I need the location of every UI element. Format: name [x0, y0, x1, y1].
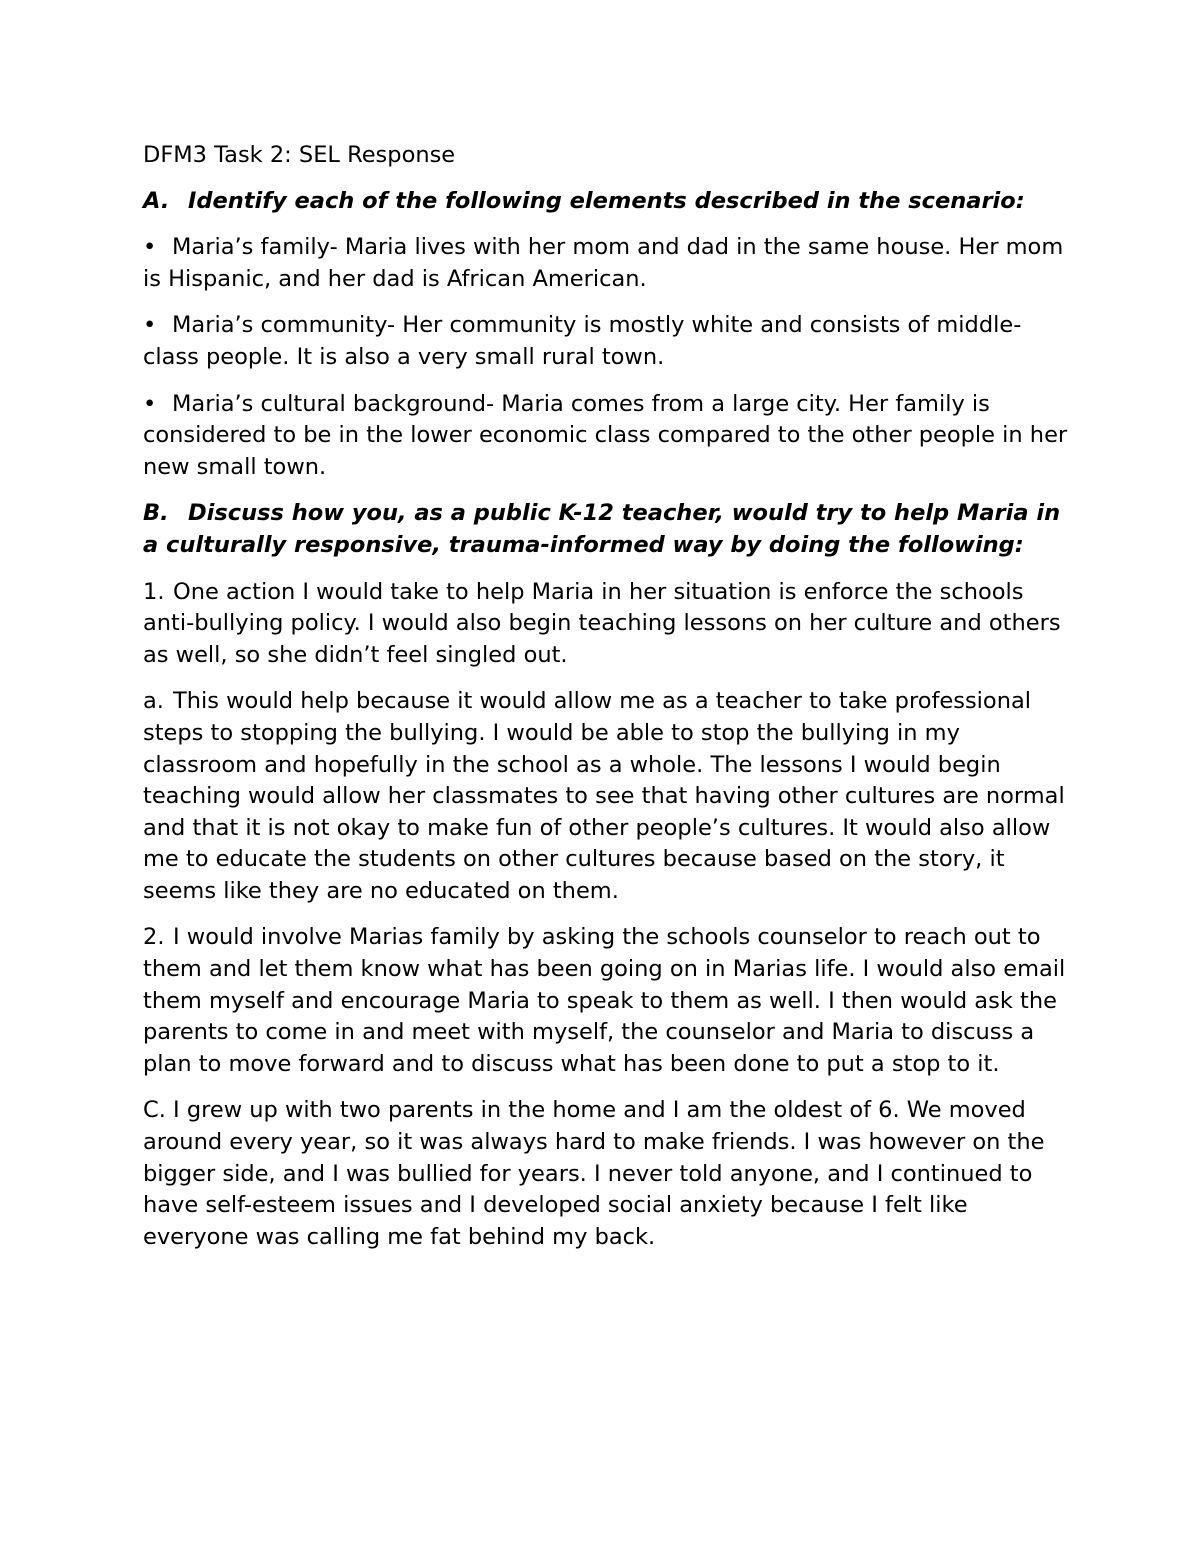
- section-b-item-1: [143, 577, 1073, 672]
- item-1-label: 1.: [143, 578, 165, 605]
- section-c-paragraph: [143, 1095, 1073, 1253]
- section-a-heading-text: Identify each of the following elements described in the scenario:: [188, 187, 1025, 214]
- section-b-item-2: [143, 922, 1073, 1080]
- item-2-label: 2.: [143, 924, 165, 951]
- section-c-text: I grew up with two parents in the home and I am the oldest of 6. We moved around every year, so it was always hard to make friends. I was however on the bigger side, and I was bullied for years. I never told anyone, and I continued to have self-esteem issues and I developed social anxiety because I felt like everyone was calling me fat behind my back.: [143, 1097, 1052, 1250]
- section-a-heading: [143, 186, 1073, 218]
- section-c-label: C.: [143, 1097, 166, 1124]
- section-b-label: B.: [143, 500, 169, 527]
- bullet-item-community: [143, 310, 1073, 373]
- bullet-icon: •: [143, 390, 157, 417]
- item-a-label: a.: [143, 688, 164, 715]
- bullet-text-community: Maria’s community- Her community is mostly white and consists of middle-class people. It is also a very small rural town.: [143, 312, 1022, 370]
- bullet-item-cultural-background: [143, 389, 1073, 484]
- section-b-item-a: [143, 686, 1073, 907]
- bullet-text-cultural-background: Maria’s cultural background- Maria comes from a large city. Her family is considered to be in the lower economic class compared to the other people in her new small town.: [143, 390, 1075, 480]
- bullet-icon: •: [143, 312, 157, 339]
- document-page: [143, 140, 1073, 1268]
- document-title: DFM3 Task 2: SEL Response: [143, 142, 456, 168]
- bullet-text-family: Maria’s family- Maria lives with her mom and dad in the same house. Her mom is Hispanic, and her dad is African American.: [143, 234, 1071, 292]
- item-a-text: This would help because it would allow me as a teacher to take professional steps to stopping the bullying. I would be able to stop the bullying in my classroom and hopefully in the school as a whole. The lessons I would begin teaching would allow her classmates to see that having other cultures are normal and that it is not okay to make fun of other people’s cultures. It would also allow me to educate the students on other cultures because based on the story, it seems like they are no educated on them.: [143, 688, 1072, 904]
- bullet-icon: •: [143, 234, 157, 261]
- section-b-heading: [143, 498, 1073, 561]
- bullet-item-family: [143, 232, 1073, 295]
- section-a-label: A.: [143, 187, 170, 214]
- item-1-text: One action I would take to help Maria in her situation is enforce the schools anti-bullying policy. I would also begin teaching lessons on her culture and others as well, so she didn’t feel singled out.: [143, 578, 1068, 668]
- section-b-heading-text: Discuss how you, as a public K-12 teacher, would try to help Maria in a culturally responsive, trauma-informed way by doing the following:: [143, 500, 1068, 558]
- item-2-text: I would involve Marias family by asking the schools counselor to reach out to them and let them know what has been going on in Marias life. I would also email them myself and encourage Maria to speak to them as well. I then would ask the parents to come in and meet with myself, the counselor and Maria to discuss a plan to move forward and to discuss what has been done to put a stop to it.: [143, 924, 1073, 1077]
